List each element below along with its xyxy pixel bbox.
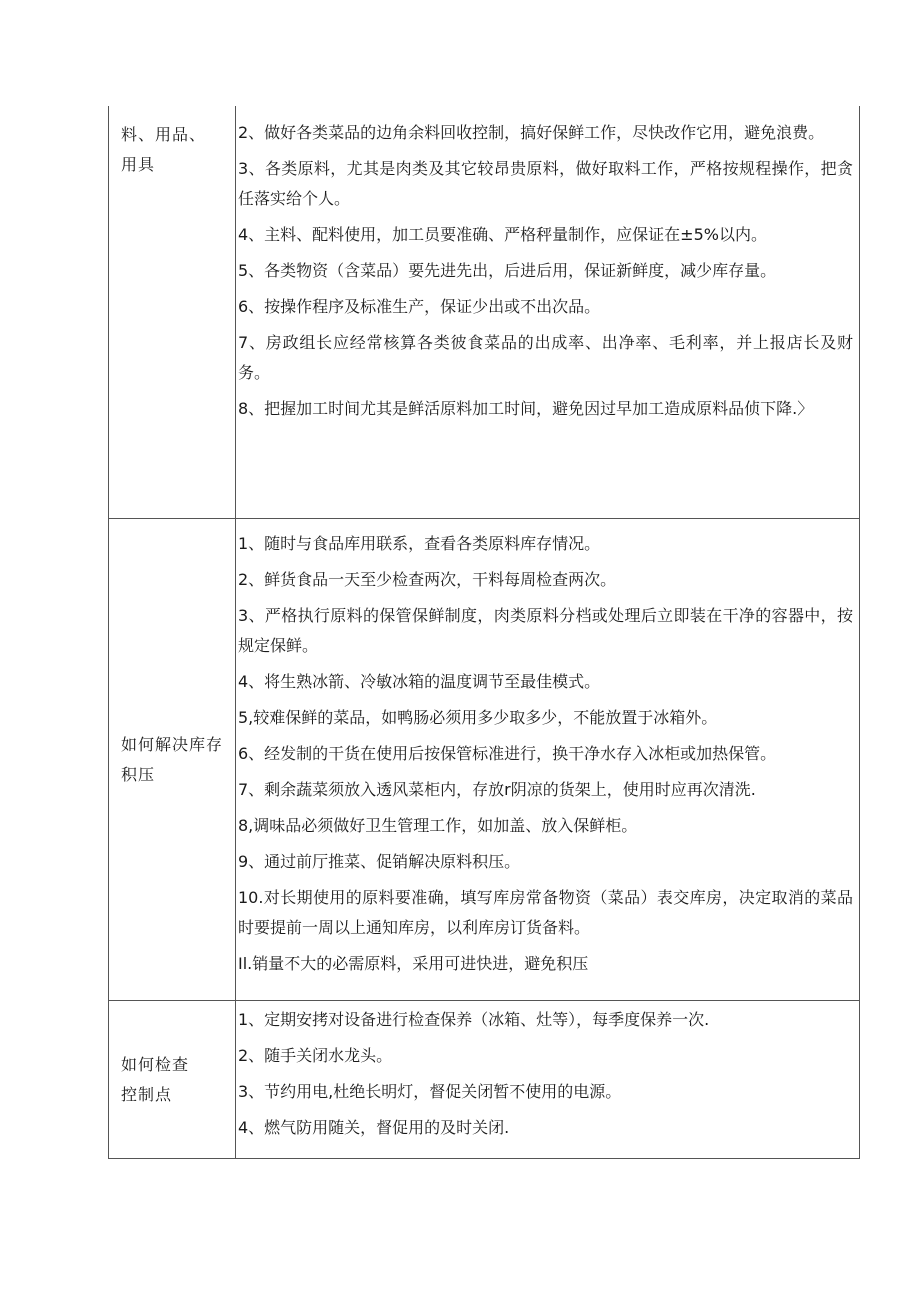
list-item: 4、将生熟冰箭、冷敏冰箱的温度调节至最佳模式。	[238, 672, 601, 691]
section-label-cell	[109, 106, 236, 519]
list-item: 1、定期安拷对设备进行检查保养（冰箱、灶等），每季度保养一次.	[238, 1010, 710, 1029]
list-item: 8,调味品必须做好卫生管理工作，如加盖、放入保鲜柜。	[238, 816, 638, 835]
section-content-cell	[236, 106, 860, 519]
section-label-cell	[109, 1001, 236, 1159]
list-item: 1、随时与食品库用联系，查看各类原料库存情况。	[238, 534, 601, 553]
section-label-line: 积压	[121, 764, 156, 784]
list-item: 3、各类原料，尤其是肉类及其它较昂贵原料，做好取料工作，严格按规程操作，把贪任落实给个人。	[238, 159, 853, 208]
list-item: 2、鲜货食品一天至少检查两次，干料每周检查两次。	[238, 570, 617, 589]
list-item: 2、随手关闭水龙头。	[238, 1046, 393, 1065]
section-label-line: 用具	[121, 155, 156, 174]
list-item: 5,较难保鲜的菜品，如鸭肠必须用多少取多少，不能放置于冰箱外。	[238, 708, 718, 727]
control-table	[108, 106, 860, 1159]
section-content-cell	[236, 1001, 860, 1159]
section-label-cell	[109, 519, 236, 1001]
section-label-line: 如何检查	[121, 1054, 190, 1074]
list-item: 6、按操作程序及标准生产，保证少出或不出次品。	[238, 297, 601, 316]
section-row-checkpoints	[109, 1001, 860, 1159]
list-item: 7、剩余蔬菜须放入透风菜柜内，存放r阴凉的货架上，使用时应再次清洗.	[238, 780, 756, 799]
section-row-materials	[109, 106, 860, 519]
list-item: 9、通过前厅推菜、促销解决原料积压。	[238, 852, 521, 871]
list-item: 7、房政组长应经常核算各类彼食菜品的出成率、出净率、毛利率，并上报店长及财务。	[238, 333, 853, 382]
list-item: 3、节约用电,杜绝长明灯，督促关闭暂不使用的电源。	[238, 1082, 622, 1101]
list-item: 4、主料、配料使用，加工员要准确、严格秤量制作，应保证在±5%以内。	[238, 225, 767, 244]
list-item: 10.对长期使用的原料要准确，填写库房常备物资（菜品）表交库房，决定取消的菜品时要提前一周以上通知库房，以利库房订货备料。	[238, 888, 853, 937]
section-content-clip	[236, 519, 859, 993]
section-label-line: 控制点	[121, 1084, 173, 1104]
section-row-inventory	[109, 519, 860, 1001]
section-label-line: 料、用品、	[121, 125, 207, 144]
section-label-line: 如何解决库存	[121, 734, 224, 754]
list-item: 6、经发制的干货在使用后按保管标准进行，换干净水存入冰柜或加热保管。	[238, 744, 777, 763]
list-item: 4、燃气防用随关，督促用的及时关闭.	[238, 1118, 510, 1137]
list-item: Il.销量不大的必需原料，采用可进快进，避免积压	[238, 954, 589, 973]
list-item: 8、把握加工时间尤其是鲜活原料加工时间，避免因过早加工造成原料品侦下降.〉	[238, 399, 814, 418]
section-content-cell	[236, 519, 860, 1001]
list-item: 3、严格执行原料的保管保鲜制度，肉类原料分档或处理后立即装在干净的容器中，按规定保鲜。	[238, 606, 853, 655]
list-item: 2、做好各类菜品的边角余料回收控制，搞好保鲜工作，尽快改作它用，避免浪费。	[238, 123, 825, 142]
list-item: 5、各类物资（含菜品）要先进先出，后进后用，保证新鲜度，减少库存量。	[238, 261, 777, 280]
